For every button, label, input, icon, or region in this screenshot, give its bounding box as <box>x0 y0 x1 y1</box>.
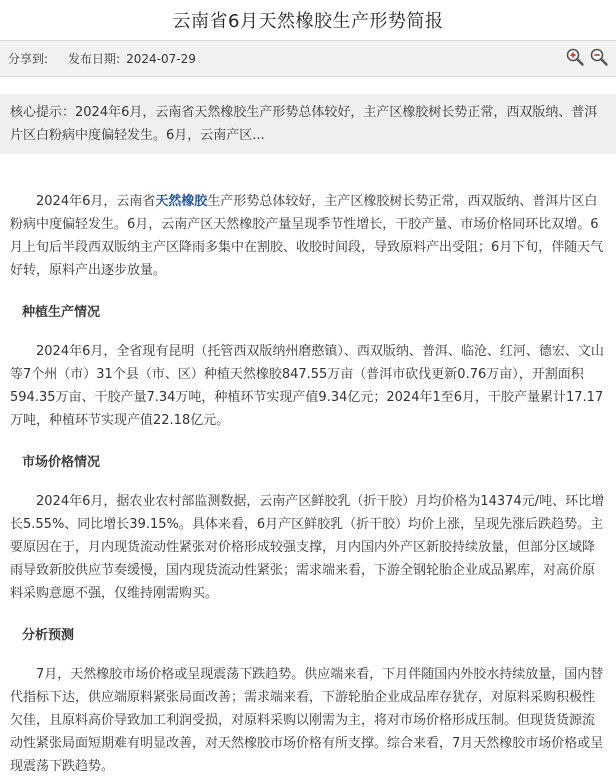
share-label[interactable]: 分享到: <box>8 52 49 66</box>
summary-box <box>0 94 616 154</box>
article-body <box>0 190 616 778</box>
section-heading: 种植生产情况 <box>22 305 101 320</box>
keyword-link[interactable]: 天然橡胶 <box>155 194 208 209</box>
date-value: 2024-07-29 <box>126 51 196 66</box>
section-paragraph: 2024年6月，全省现有昆明（托管西双版纳州磨憨镇）、西双版纳、普洱、临沧、红河、德宏、文山等7个州（市）31个县（市、区）种植天然橡胶847.55万亩（普洱市砍伐更新0.76万亩），开割面积594.35万亩、干胶产量7.34万吨，种植环节实现产值9.34亿元；2024年1至6月，干胶产量累计17.17万吨，种植环节实现产值22.18亿元。 <box>10 344 604 428</box>
title-bar <box>0 0 616 41</box>
section-paragraph: 7月，天然橡胶市场价格或呈现震荡下跌趋势。供应端来看，下月伴随国内外胶水持续放量，国内替代指标下达，供应端原料紧张局面改善；需求端来看，下游轮胎企业成品库存犹存，对原料采购积极性欠佳，且原料高价导致加工利润受损，对原料采购以刚需为主，将对市场价格形成压制。但现货货源流动性紧张局面短期难有明显改善，对天然橡胶市场价格有所支撑。综合来看，7月天然橡胶市场价格或呈现震荡下跌趋势。 <box>10 667 604 774</box>
meta-bar <box>0 41 616 77</box>
section-paragraph: 2024年6月，据农业农村部监测数据，云南产区鲜胶乳（折干胶）月均价格为14374元/吨、环比增长5.55%、同比增长39.15%。具体来看，6月产区鲜胶乳（折干胶）均价上涨，呈现先涨后跌趋势。主要原因在于，月内现货流动性紧张对价格形成较强支撑，月内国内外产区新胶持续放量，但部分区域降雨导致新胶供应节奏缓慢，国内现货流动性紧张；需求端来看，下游全钢轮胎企业成品累库，对高价原料采购意愿不强，仅维持刚需购买。 <box>10 494 605 601</box>
intro-before: 2024年6月，云南省 <box>36 194 156 209</box>
section-heading: 市场价格情况 <box>22 455 101 470</box>
intro-after: 生产形势总体较好，主产区橡胶树长势正常，西双版纳、普洱片区白粉病中度偏轻发生。6月，云南产区天然橡胶产量呈现季节性增长，干胶产量、市场价格同环比双增。6月上旬后半段西双版纳主产区降雨多集中在割胶、收胶时间段，导致原料产出受阻；6月下旬，伴随天气好转，原料产出逐步放量。 <box>10 194 604 278</box>
summary-text: 核心提示：2024年6月，云南省天然橡胶生产形势总体较好，主产区橡胶树长势正常，西双版纳、普洱片区白粉病中度偏轻发生。6月，云南产区... <box>10 105 598 143</box>
date-label: 发布日期: <box>68 52 121 66</box>
zoom-buttons <box>566 48 608 66</box>
intro-paragraph <box>10 190 606 282</box>
zoom-out-icon[interactable] <box>590 48 608 66</box>
zoom-in-icon[interactable] <box>566 48 584 66</box>
page-title: 云南省6月天然橡胶生产形势简报 <box>172 11 444 32</box>
section-heading: 分析预测 <box>22 628 75 643</box>
